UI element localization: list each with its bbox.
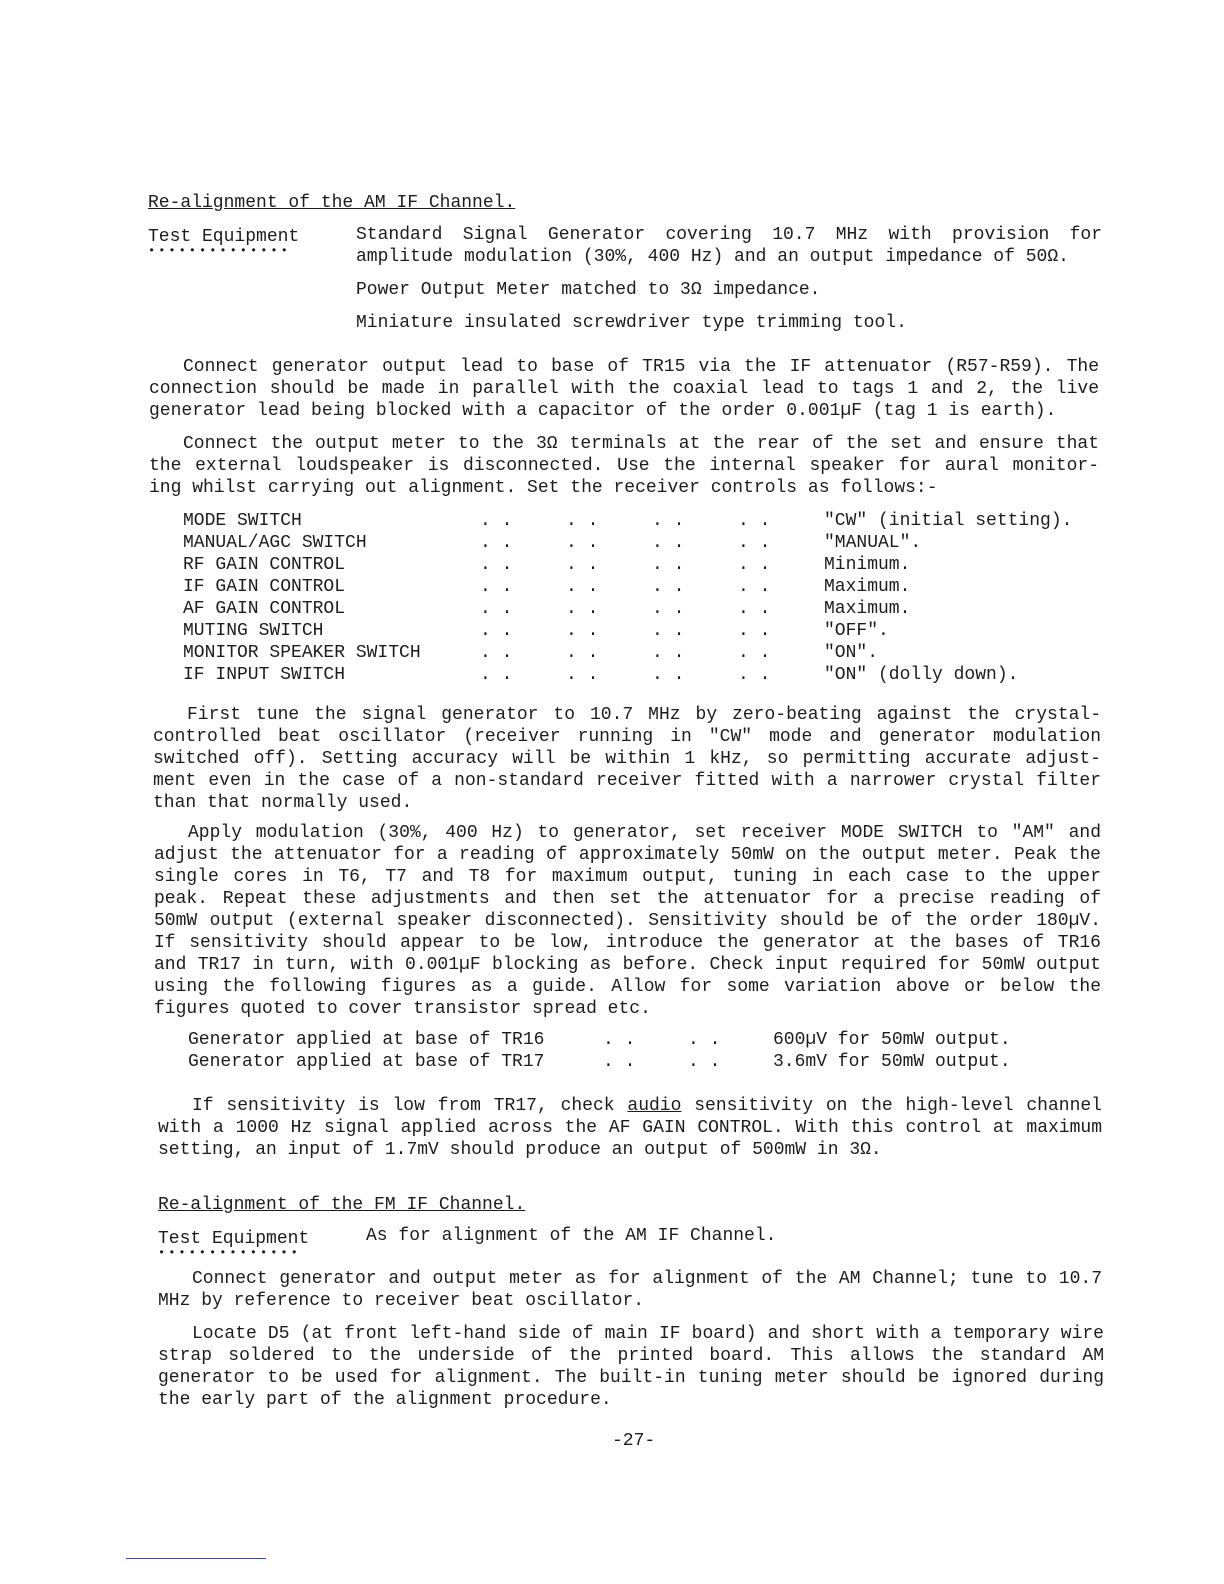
control-value: Minimum. [824, 555, 911, 575]
leader-dots: . . [652, 533, 685, 553]
leader-dots: . . [566, 599, 599, 619]
leader-dots: . . [566, 621, 599, 641]
receiver-controls-table [183, 510, 1072, 686]
control-value: "OFF". [824, 621, 889, 641]
generator-row [188, 1029, 1011, 1051]
leader-dots: . . [738, 665, 771, 685]
control-name: IF INPUT SWITCH [183, 665, 346, 685]
leader-dots: . . [603, 1052, 636, 1072]
generator-label: Generator applied at base of TR16 [188, 1030, 545, 1050]
test-equipment-label-text: Test Equipment [148, 227, 300, 247]
leader-dots: . . [480, 511, 513, 531]
control-row [183, 620, 1072, 642]
control-value: Maximum. [824, 599, 911, 619]
leader-dots: . . [688, 1030, 721, 1050]
leader-dots: . . [652, 511, 685, 531]
control-name: MONITOR SPEAKER SWITCH [183, 643, 421, 663]
section-heading-am-if: Re-alignment of the AM IF Channel. [148, 193, 516, 213]
paragraph-audio-sensitivity [158, 1095, 1102, 1161]
test-equipment-label [148, 226, 299, 256]
control-name: RF GAIN CONTROL [183, 555, 346, 575]
paragraph-connect-fm: Connect generator and output meter as for alignment of the AM Channel; tune to 10.7 MHz by reference to receiver beat oscillator. [158, 1269, 1102, 1311]
control-value: Maximum. [824, 577, 911, 597]
generator-value: 600µV for 50mW output. [773, 1030, 1011, 1050]
test-equipment-value: As for alignment of the AM IF Channel. [366, 1226, 777, 1246]
generator-value: 3.6mV for 50mW output. [773, 1052, 1011, 1072]
leader-dots: . . [480, 643, 513, 663]
control-row [183, 554, 1072, 576]
leader-dots: . . [480, 555, 513, 575]
leader-dots: . . [566, 533, 599, 553]
control-row [183, 642, 1072, 664]
control-row [183, 664, 1072, 686]
control-name: MUTING SWITCH [183, 621, 324, 641]
leader-dots: . . [652, 643, 685, 663]
paragraph-connect-meter: Connect the output meter to the 3Ω terminals at the rear of the set and ensure that the external loudspeaker is disconnected. Use the internal speaker for aural monitor-ing whilst carrying out alignment. Set the receiver controls as follows:- [149, 434, 1099, 498]
leader-dots: . . [480, 599, 513, 619]
leader-dots: . . [566, 511, 599, 531]
leader-dots: . . [480, 577, 513, 597]
leader-dots: . . [652, 555, 685, 575]
test-equipment-label-text: Test Equipment [158, 1229, 310, 1249]
leader-dots: . . [652, 665, 685, 685]
test-equipment-item: Miniature insulated screwdriver type trimming tool. [356, 313, 907, 333]
section-heading-fm-if: Re-alignment of the FM IF Channel. [158, 1195, 526, 1215]
leader-dots: . . [566, 555, 599, 575]
control-name: AF GAIN CONTROL [183, 599, 346, 619]
control-name: IF GAIN CONTROL [183, 577, 346, 597]
control-value: "CW" (initial setting). [824, 511, 1073, 531]
test-equipment-item: Standard Signal Generator covering 10.7 MHz with provision for amplitude modulation (30%, 400 Hz) and an output impedance of 50Ω. [356, 225, 1102, 267]
paragraph-locate-d5: Locate D5 (at front left-hand side of main IF board) and short with a temporary wire strap soldered to the underside of the printed board. This allows the standard AM generator to be used for alignment. The built-in tuning meter should be ignored during the early part of the alignment procedure. [158, 1324, 1104, 1410]
control-row [183, 576, 1072, 598]
paragraph-text: If sensitivity is low from TR17, check [192, 1096, 628, 1116]
generator-row [188, 1051, 1011, 1073]
leader-dots: . . [738, 533, 771, 553]
dotted-underline: •••••••••••••• [148, 244, 291, 258]
page-number: -27- [612, 1431, 656, 1451]
control-name: MODE SWITCH [183, 511, 302, 531]
leader-dots: . . [566, 643, 599, 663]
generator-sensitivity-table [188, 1029, 1011, 1073]
control-name: MANUAL/AGC SWITCH [183, 533, 367, 553]
leader-dots: . . [738, 599, 771, 619]
footer-rule [126, 1558, 266, 1559]
control-value: "MANUAL". [824, 533, 922, 553]
control-row [183, 510, 1072, 532]
paragraph-text: sensitivity on the high-level channel with a 1000 Hz signal applied across the AF GAIN CONTROL. With this control at maximum setting, an input of 1.7mV should produce an output of 500mW in 3Ω. [158, 1096, 1102, 1160]
leader-dots: . . [652, 621, 685, 641]
control-value: "ON" (dolly down). [824, 665, 1019, 685]
control-row [183, 598, 1072, 620]
leader-dots: . . [480, 533, 513, 553]
leader-dots: . . [738, 621, 771, 641]
paragraph-apply-modulation: Apply modulation (30%, 400 Hz) to generator, set receiver MODE SWITCH to "AM" and adjust the attenuator for a reading of approximately 50mW on the output meter. Peak the single cores in T6, T7 and T8 for maximum output, tuning in each case to the upper peak. Repeat these adjustments and then set the attenuator for a precise reading of 50mW output (external speaker disconnected). Sensitivity should be of the order 180µV. If sensitivity should appear to be low, introduce the generator at the bases of TR16 and TR17 in turn, with 0.001µF blocking as before. Check input required for 50mW output using the following figures as a guide. Allow for some variation above or below the figures quoted to cover transistor spread etc. [154, 823, 1101, 1019]
leader-dots: . . [480, 621, 513, 641]
control-row [183, 532, 1072, 554]
leader-dots: . . [566, 665, 599, 685]
leader-dots: . . [688, 1052, 721, 1072]
generator-label: Generator applied at base of TR17 [188, 1052, 545, 1072]
leader-dots: . . [652, 577, 685, 597]
underlined-word: audio [627, 1096, 682, 1116]
leader-dots: . . [738, 555, 771, 575]
paragraph-first-tune: First tune the signal generator to 10.7 MHz by zero-beating against the crystal-controlled beat oscillator (receiver running in "CW" mode and generator modulation switched off). Setting accuracy will be within 1 kHz, so permitting accurate adjust-ment even in the case of a non-standard receiver fitted with a narrower crystal filter than that normally used. [153, 705, 1101, 813]
test-equipment-item: Power Output Meter matched to 3Ω impedance. [356, 280, 821, 300]
test-equipment-label [158, 1228, 309, 1258]
leader-dots: . . [738, 577, 771, 597]
leader-dots: . . [738, 511, 771, 531]
control-value: "ON". [824, 643, 879, 663]
dotted-underline: •••••••••••••• [158, 1246, 301, 1260]
leader-dots: . . [652, 599, 685, 619]
leader-dots: . . [480, 665, 513, 685]
leader-dots: . . [738, 643, 771, 663]
leader-dots: . . [603, 1030, 636, 1050]
paragraph-connect-generator: Connect generator output lead to base of TR15 via the IF attenuator (R57-R59). The connection should be made in parallel with the coaxial lead to tags 1 and 2, the live generator lead being blocked with a capacitor of the order 0.001µF (tag 1 is earth). [149, 357, 1099, 421]
leader-dots: . . [566, 577, 599, 597]
test-equipment-list [356, 224, 1102, 345]
